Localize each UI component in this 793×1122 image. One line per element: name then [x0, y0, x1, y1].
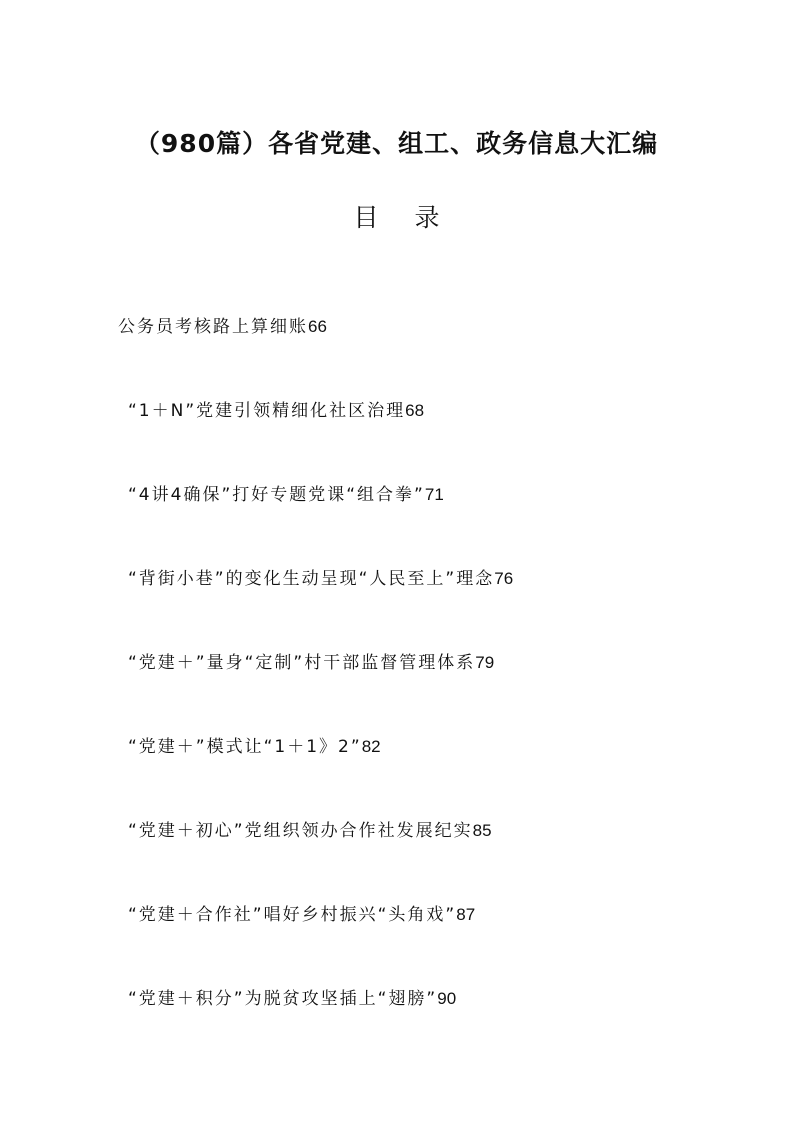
toc-entry-title: “4讲4确保”打好专题党课“组合拳” [128, 485, 425, 505]
toc-entry-page-number: 68 [405, 401, 425, 420]
toc-entry-page-number: 66 [308, 317, 327, 336]
toc-entry-page-number: 76 [494, 569, 514, 588]
toc-entry[interactable] [128, 391, 424, 431]
toc-entry[interactable] [118, 307, 327, 347]
toc-entry-title: “党建＋积分”为脱贫攻坚插上“翅膀” [128, 989, 438, 1009]
toc-entry-title: “党建＋”量身“定制”村干部监督管理体系 [128, 653, 476, 673]
toc-heading: 目 录 [353, 203, 454, 232]
toc-entry[interactable] [128, 559, 513, 599]
toc-entry-title: “1＋N”党建引领精细化社区治理 [128, 401, 406, 421]
toc-entry[interactable] [128, 643, 494, 683]
toc-entry-page-number: 82 [361, 737, 381, 756]
toc-entry[interactable] [128, 979, 456, 1019]
toc-entry-title: “党建＋初心”党组织领办合作社发展纪实 [128, 821, 473, 841]
toc-entry-page-number: 87 [456, 905, 476, 924]
toc-entry-title: “党建＋合作社”唱好乡村振兴“头角戏” [128, 905, 457, 925]
toc-entry-page-number: 90 [437, 989, 457, 1008]
toc-entry-title: 公务员考核路上算细账 [118, 317, 308, 337]
toc-entry-page-number: 85 [472, 821, 492, 840]
toc-entry-title: “背街小巷”的变化生动呈现“人民至上”理念 [128, 569, 495, 589]
toc-entry[interactable] [128, 727, 381, 767]
toc-entry[interactable] [128, 475, 444, 515]
toc-entry-page-number: 71 [424, 485, 444, 504]
toc-entry[interactable] [128, 895, 475, 935]
toc-entry-title: “党建＋”模式让“1＋1》2” [128, 737, 362, 757]
toc-entry-page-number: 79 [475, 653, 495, 672]
toc-entry[interactable] [128, 811, 492, 851]
document-title: （980篇）各省党建、组工、政务信息大汇编 [134, 129, 659, 158]
